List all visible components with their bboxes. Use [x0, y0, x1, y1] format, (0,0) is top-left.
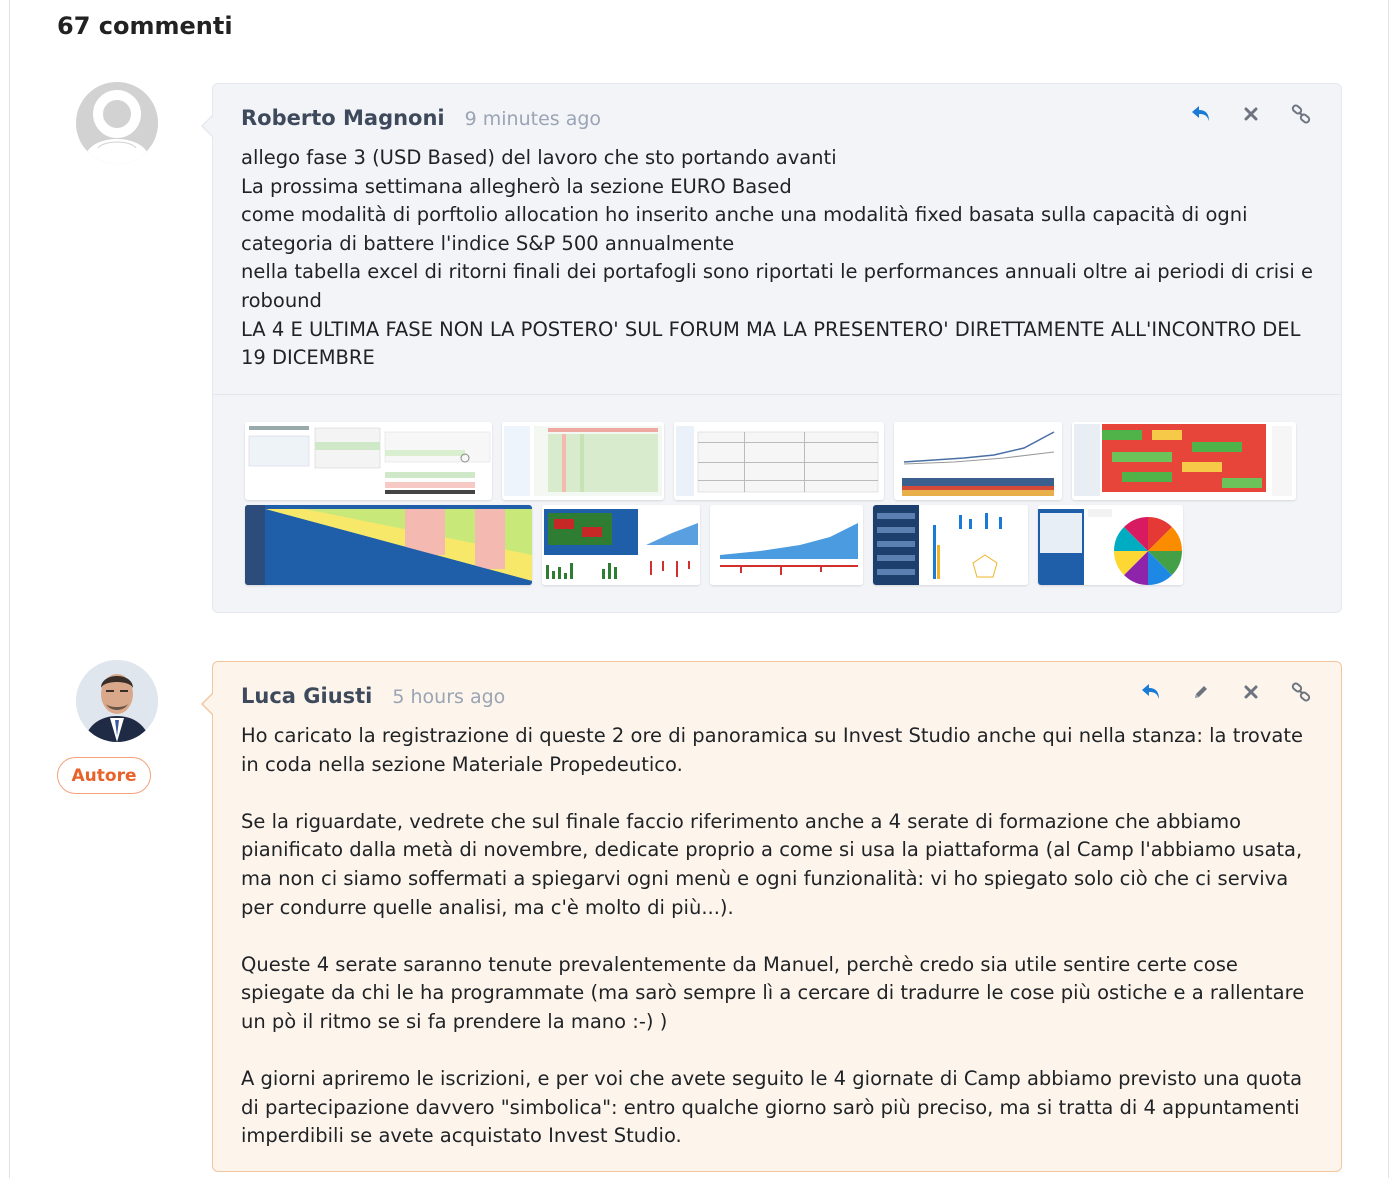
reply-button[interactable] — [1139, 680, 1163, 704]
comment-meta — [241, 106, 601, 130]
spreadsheet-thumb — [245, 422, 492, 500]
attachment-thumbnail[interactable] — [245, 505, 532, 585]
comment-body — [241, 144, 1321, 373]
author-badge: Autore — [57, 757, 151, 794]
avatar-default[interactable] — [76, 82, 158, 164]
comment-author[interactable]: Roberto Magnoni — [241, 106, 445, 130]
line-chart-thumb — [894, 422, 1062, 500]
bar-chart-thumb — [873, 505, 1028, 585]
delete-button[interactable] — [1239, 680, 1263, 704]
attachment-thumbnail[interactable] — [245, 422, 492, 500]
close-icon — [1244, 685, 1258, 699]
attachments-divider — [213, 394, 1341, 395]
link-icon — [1291, 682, 1311, 702]
heatmap-thumb — [245, 505, 532, 585]
chart-collage-thumb — [542, 505, 700, 585]
card-pointer-fill — [203, 693, 214, 715]
comment-paragraph: Se la riguardate, vedrete che sul finale faccio riferimento anche a 4 serate di formazione che abbiamo pianificato dalla metà di novembre, dedicate proprio a come si usa la piattaforma (al Camp l'abbiamo usata, ma non ci siamo soffermati a spiegarvi ogni menù e ogni funzionalità: vi ho spiegato solo ciò che ci serviva per condurre quelle analisi, ma c'è molto di più...). — [241, 809, 1303, 919]
frame-border-left — [9, 0, 10, 1178]
comment-line: nella tabella excel di ritorni finali dei portafogli sono riportati le performances annuali oltre ai periodi di crisi e robound — [241, 260, 1313, 312]
attachment-thumbnail[interactable] — [674, 422, 884, 500]
attachment-thumbnail[interactable] — [1072, 422, 1296, 500]
comment-paragraph: Ho caricato la registrazione di queste 2 ore di panoramica su Invest Studio anche qui nella stanza: la trovate in coda nella sezione Materiale Propedeutico. — [241, 724, 1303, 776]
attachment-thumbnail[interactable] — [710, 505, 863, 585]
pie-chart-thumb — [1038, 505, 1183, 585]
comment-actions — [1163, 102, 1313, 126]
comments-count-title: 67 commenti — [57, 12, 233, 40]
spreadsheet-thumb — [502, 422, 664, 500]
comment-paragraph: Queste 4 serate saranno tenute prevalentemente da Manuel, perchè credo sia utile sentire certe cose spiegate da chi le ha programmate (ma sarò sempre lì a cercare di tradurre le cose più ostiche e a rallentare un pò il ritmo se si fa prendere la mano :-) ) — [241, 952, 1305, 1033]
comment-card — [212, 83, 1342, 613]
attachment-thumbnail[interactable] — [1038, 505, 1183, 585]
user-placeholder-icon — [76, 82, 158, 164]
frame-border-right — [1388, 0, 1389, 1178]
comment-time[interactable]: 9 minutes ago — [464, 108, 602, 130]
spreadsheet-thumb — [674, 422, 884, 500]
reply-icon — [1140, 682, 1162, 702]
link-icon — [1291, 104, 1311, 124]
card-pointer-fill — [203, 115, 214, 137]
avatar-luca-giusti[interactable] — [76, 660, 158, 742]
permalink-button[interactable] — [1289, 102, 1313, 126]
comment-line: allego fase 3 (USD Based) del lavoro che sto portando avanti — [241, 146, 837, 169]
comment-line: LA 4 E ULTIMA FASE NON LA POSTERO' SUL FORUM MA LA PRESENTERO' DIRETTAMENTE ALL'INCONTRO DEL 19 DICEMBRE — [241, 317, 1301, 370]
comment-line: come modalità di porftolio allocation ho inserito anche una modalità fixed basata sulla capacità di ogni categoria di battere l'indice S&P 500 annualmente — [241, 203, 1248, 255]
permalink-button[interactable] — [1289, 680, 1313, 704]
edit-icon — [1192, 683, 1210, 701]
comment-actions — [1113, 680, 1313, 704]
reply-icon — [1190, 104, 1212, 124]
delete-button[interactable] — [1239, 102, 1263, 126]
area-chart-thumb — [710, 505, 863, 585]
reply-button[interactable] — [1189, 102, 1213, 126]
comment-author[interactable]: Luca Giusti — [241, 684, 373, 708]
heatmap-thumb — [1072, 422, 1296, 500]
attachment-thumbnail[interactable] — [502, 422, 664, 500]
attachment-thumbnail[interactable] — [873, 505, 1028, 585]
comment-meta — [241, 684, 505, 708]
edit-button[interactable] — [1189, 680, 1213, 704]
comment-time[interactable]: 5 hours ago — [392, 686, 506, 708]
comment-body — [241, 722, 1321, 1151]
comment-paragraph: A giorni apriremo le iscrizioni, e per voi che avete seguito le 4 giornate di Camp abbiamo previsto una quota di partecipazione davvero "simbolica": entro qualche giorno sarò più preciso, ma si tratta di 4 appuntamenti imperdibili se avete acquistato Invest Studio. — [241, 1067, 1303, 1148]
attachment-thumbnail[interactable] — [894, 422, 1062, 500]
attachment-thumbnail[interactable] — [542, 505, 700, 585]
user-photo-icon — [76, 660, 158, 742]
comment-line: La prossima settimana allegherò la sezione EURO Based — [241, 174, 792, 198]
comment-card-author — [212, 661, 1342, 1172]
close-icon — [1244, 107, 1258, 121]
